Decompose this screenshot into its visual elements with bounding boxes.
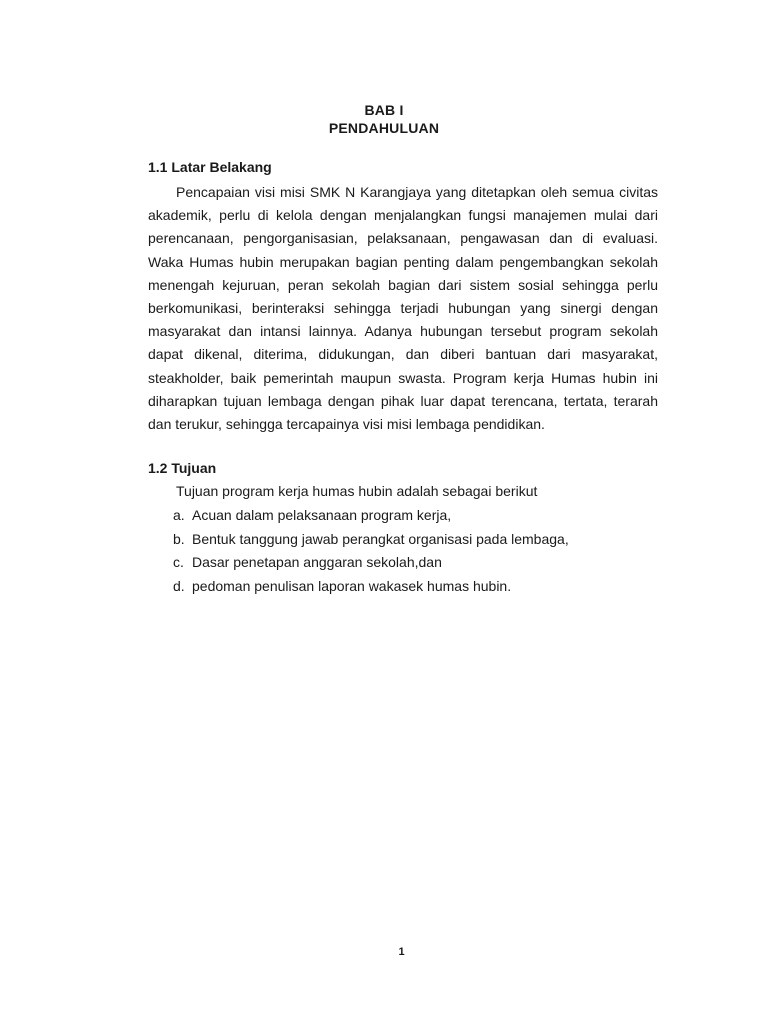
- list-item: [173, 553, 569, 577]
- list-marker: b.: [173, 530, 185, 547]
- tujuan-intro: Tujuan program kerja humas hubin adalah sebagai berikut: [176, 483, 538, 499]
- chapter-title: PENDAHULUAN: [328, 120, 440, 136]
- page-number: 1: [398, 946, 405, 958]
- list-marker: c.: [173, 554, 184, 570]
- section-heading-latar-belakang: 1.1 Latar Belakang: [148, 159, 272, 175]
- list-item: [173, 530, 569, 554]
- section-heading-tujuan: 1.2 Tujuan: [148, 460, 217, 476]
- list-marker: d.: [173, 577, 185, 594]
- list-item-text: Acuan dalam pelaksanaan program kerja,: [192, 507, 452, 523]
- list-item-text: pedoman penulisan laporan wakasek humas hubin.: [192, 577, 512, 594]
- body-paragraph: Pencapaian visi misi SMK N Karangjaya yang ditetapkan oleh semua civitas akademik, perlu di kelola dengan menjalangkan fungsi manajemen mulai dari perencanaan, pengorganisasian, pelaksanaan, pengawasan dan di evaluasi. Waka Humas hubin merupakan bagian penting dalam pengembangkan sekolah menengah kejuruan, peran sekolah bagian dari sistem sosial sehingga perlu berkomunikasi, berinteraksi sehingga terjadi hubungan yang sinergi dengan masyarakat dan intansi lainnya. Adanya hubungan tersebut program sekolah dapat dikenal, diterima, didukungan, dan diberi bantuan dari masyarakat, steakholder, baik pemerintah maupun swasta. Program kerja Humas hubin ini diharapkan tujuan lembaga dengan pihak luar dapat terencana, tertata, terarah dan terukur, sehingga tercapainya visi misi lembaga pendidikan.: [148, 184, 658, 433]
- list-item-text: Bentuk tanggung jawab perangkat organisasi pada lembaga,: [192, 530, 569, 547]
- list-item-text: Dasar penetapan anggaran sekolah,dan: [192, 554, 442, 570]
- list-item: [173, 577, 569, 601]
- list-item: [173, 506, 569, 530]
- tujuan-list: [173, 506, 569, 600]
- chapter-number: BAB I: [364, 102, 404, 118]
- list-marker: a.: [173, 507, 185, 523]
